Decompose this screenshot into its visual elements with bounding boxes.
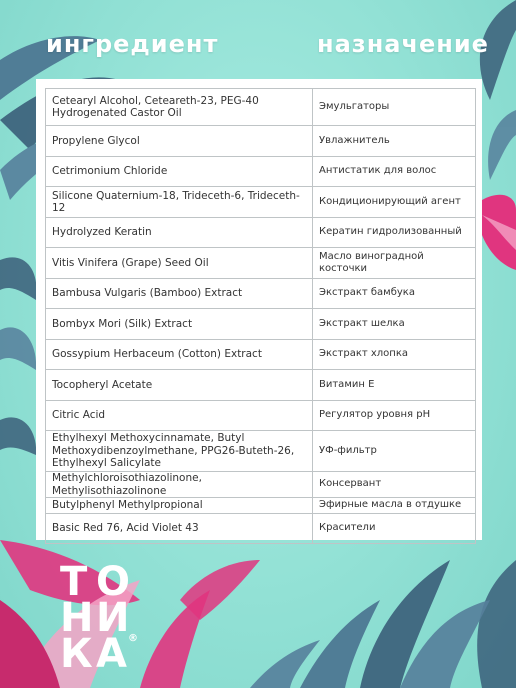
ingredients-table — [45, 88, 476, 544]
ingredient-cell: Ethylhexyl Methoxycinnamate, Butyl Methoxydibenzoylmethane, PPG26-Buteth-26, Ethylhexyl Salicylate — [46, 431, 313, 472]
leaf-left-edge — [0, 257, 37, 455]
logo-letter-6: А — [96, 631, 127, 677]
table-row — [46, 157, 476, 187]
ingredient-cell: Vitis Vinifera (Grape) Seed Oil — [46, 248, 313, 279]
header-ingredient: ингредиент — [46, 30, 219, 58]
logo-letter-3: Н — [60, 595, 94, 641]
purpose-cell: Кондиционирующий агент — [313, 187, 476, 218]
purpose-cell: Экстракт хлопка — [313, 340, 476, 370]
purpose-cell: Увлажнитель — [313, 126, 476, 157]
table-row — [46, 248, 476, 279]
table-row — [46, 514, 476, 544]
column-headers — [0, 30, 516, 64]
purpose-cell: Эфирные масла в отдушке — [313, 498, 476, 514]
logo-letter-1: Т — [60, 559, 88, 605]
purpose-cell: Витамин Е — [313, 370, 476, 401]
purpose-cell: Регулятор уровня pH — [313, 401, 476, 431]
table-row — [46, 309, 476, 340]
table-row — [46, 401, 476, 431]
ingredient-cell: Hydrolyzed Keratin — [46, 218, 313, 248]
purpose-cell: Масло виноградной косточки — [313, 248, 476, 279]
purpose-cell: УФ-фильтр — [313, 431, 476, 472]
table-row — [46, 370, 476, 401]
ingredient-cell: Methylchloroisothiazolinone, Methylisothiazolinone — [46, 472, 313, 498]
ingredient-cell: Tocopheryl Acetate — [46, 370, 313, 401]
logo-letter-4: И — [96, 595, 130, 641]
pink-flower-right — [482, 195, 516, 270]
table-row — [46, 218, 476, 248]
ingredients-card — [36, 79, 482, 540]
table-row — [46, 187, 476, 218]
header-purpose: назначение — [317, 30, 489, 58]
ingredient-cell: Gossypium Herbaceum (Cotton) Extract — [46, 340, 313, 370]
purpose-cell: Красители — [313, 514, 476, 544]
leaf-bottom-right — [250, 560, 490, 688]
logo-letter-2: О — [96, 559, 131, 605]
tonika-logo — [58, 559, 138, 677]
purpose-cell: Экстракт бамбука — [313, 279, 476, 309]
purpose-cell: Кератин гидролизованный — [313, 218, 476, 248]
table-row — [46, 472, 476, 498]
ingredient-cell: Bombyx Mori (Silk) Extract — [46, 309, 313, 340]
purpose-cell: Консервант — [313, 472, 476, 498]
ingredient-cell: Bambusa Vulgaris (Bamboo) Extract — [46, 279, 313, 309]
ingredient-cell: Cetrimonium Chloride — [46, 157, 313, 187]
ingredient-cell: Citric Acid — [46, 401, 313, 431]
ingredient-cell: Basic Red 76, Acid Violet 43 — [46, 514, 313, 544]
table-row — [46, 498, 476, 514]
table-row — [46, 279, 476, 309]
table-row — [46, 431, 476, 472]
table-row — [46, 340, 476, 370]
purpose-cell: Антистатик для волос — [313, 157, 476, 187]
logo-letter-5: К — [60, 631, 93, 677]
purpose-cell: Экстракт шелка — [313, 309, 476, 340]
ingredient-cell: Cetearyl Alcohol, Ceteareth-23, PEG-40 Hydrogenated Castor Oil — [46, 89, 313, 126]
leaf-top-right — [477, 0, 516, 688]
registered-mark: ® — [128, 633, 138, 644]
ingredient-cell: Propylene Glycol — [46, 126, 313, 157]
table-row — [46, 89, 476, 126]
ingredient-cell: Butylphenyl Methylpropional — [46, 498, 313, 514]
ingredient-cell: Silicone Quaternium-18, Trideceth-6, Trideceth-12 — [46, 187, 313, 218]
table-row — [46, 126, 476, 157]
purpose-cell: Эмульгаторы — [313, 89, 476, 126]
